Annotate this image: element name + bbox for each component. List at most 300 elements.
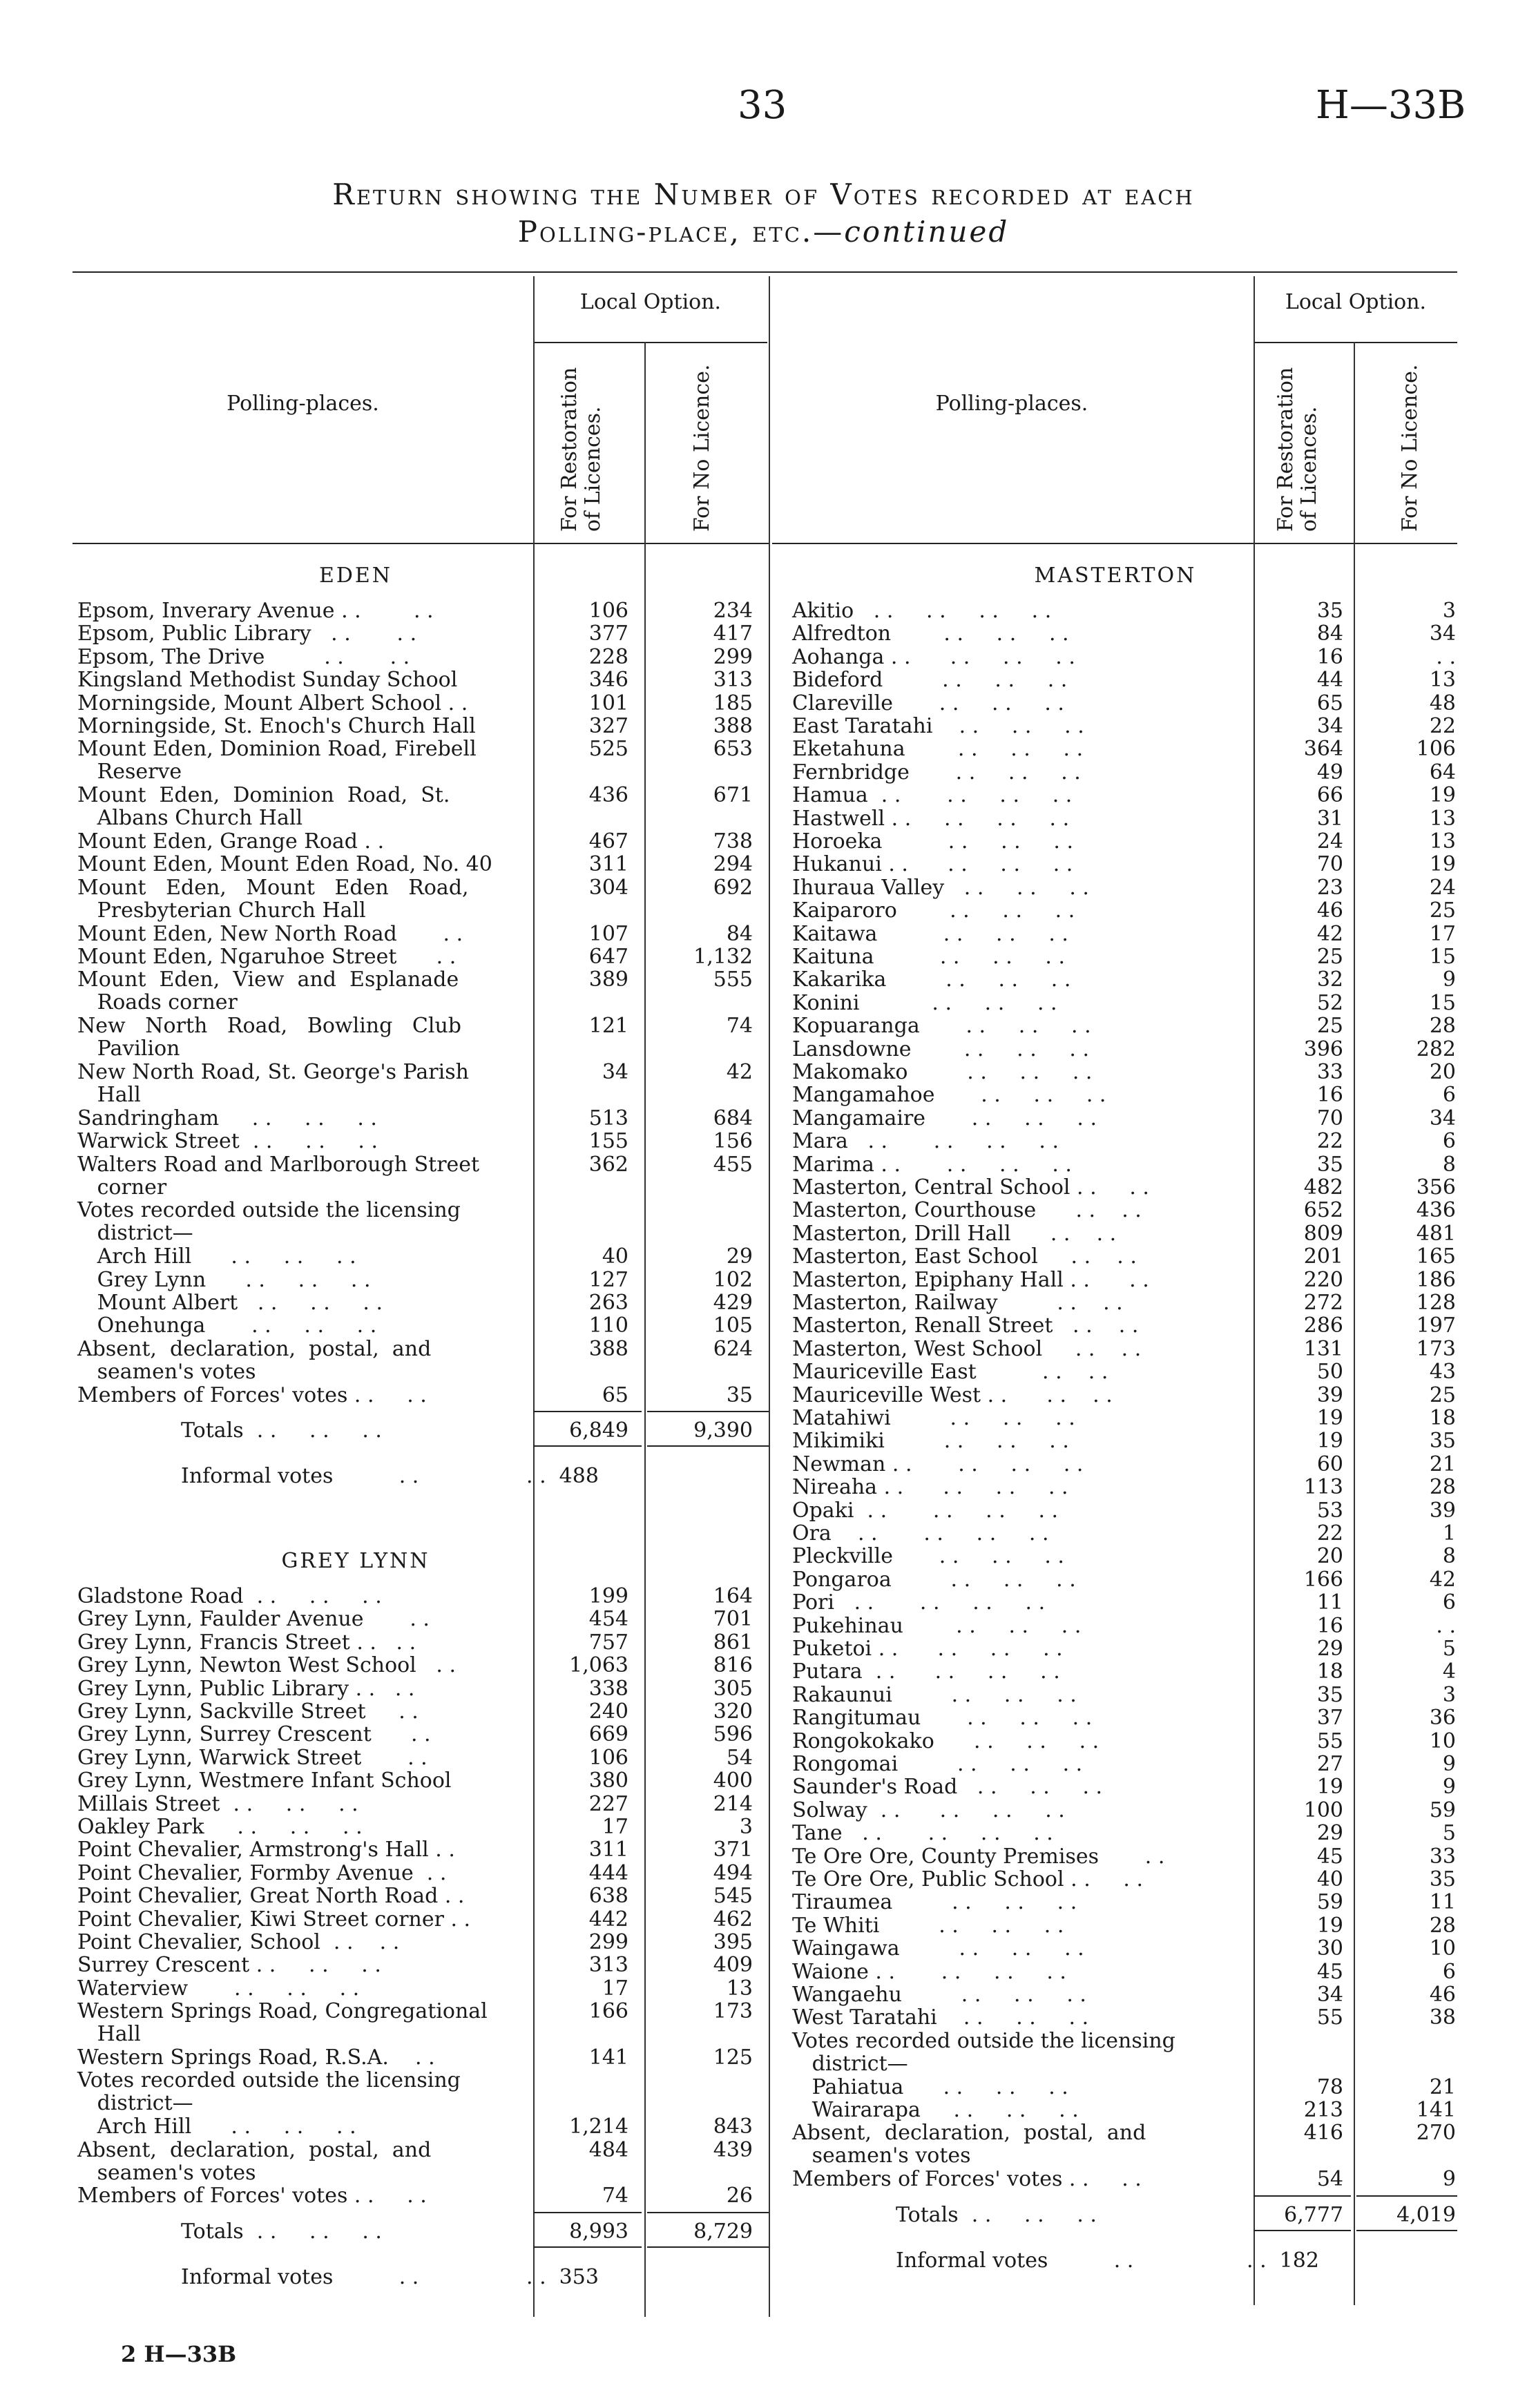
masterton-no-licence-value: 1 (1442, 1521, 1456, 1545)
eden-no-licence-value: 156 (713, 1129, 753, 1154)
masterton-polling-place: Kakarika . . . . . . (792, 967, 1071, 992)
masterton-restoration-value: 19 (1316, 1913, 1343, 1938)
grey-lynn-restoration-value: 338 (588, 1676, 628, 1701)
eden-polling-place: Morningside, St. Enoch's Church Hall (77, 714, 476, 738)
header-no-licence-right: For No Licence. (1398, 364, 1422, 532)
grey-lynn-polling-place: Point Chevalier, Kiwi Street corner . . (77, 1907, 471, 1932)
eden-no-licence-value: 455 (713, 1152, 753, 1177)
grey-lynn-no-licence-value: 439 (713, 2137, 753, 2162)
eden-polling-place: Mount Eden, New North Road . . (77, 921, 463, 946)
eden-polling-place: Grey Lynn . . . . . . (77, 1267, 371, 1292)
masterton-no-licence-value: 8 (1442, 1152, 1456, 1177)
page-title (0, 176, 1527, 251)
grey-lynn-no-licence-value: 816 (713, 1653, 753, 1678)
masterton-restoration-value: 166 (1303, 1567, 1343, 1592)
grey-lynn-restoration-value: 199 (588, 1584, 628, 1608)
masterton-no-licence-value: . . (1436, 644, 1456, 669)
local-option-rule-right (1254, 342, 1457, 343)
masterton-polling-place: Nireaha . . . . . . . . (792, 1475, 1068, 1500)
masterton-no-licence-value: 141 (1416, 2098, 1456, 2122)
masterton-restoration-value: 20 (1316, 1544, 1343, 1569)
masterton-polling-place: Kopuaranga . . . . . . (792, 1014, 1091, 1039)
masterton-no-licence-value: 33 (1429, 1844, 1456, 1869)
masterton-restoration-value: 52 (1316, 990, 1343, 1015)
grey-lynn-totals-no-licence: 8,729 (693, 2219, 753, 2244)
masterton-polling-place: Pleckville . . . . . . (792, 1544, 1064, 1569)
eden-restoration-value: 436 (588, 783, 628, 808)
eden-no-licence-value: 671 (713, 783, 753, 808)
page-number: 33 (738, 83, 787, 128)
grey-lynn-restoration-value: 311 (588, 1838, 628, 1862)
masterton-restoration-value: 53 (1316, 1498, 1343, 1523)
masterton-no-licence-value: 28 (1429, 1014, 1456, 1039)
grey-lynn-no-licence-value: 371 (713, 1838, 753, 1862)
eden-restoration-value: 327 (588, 714, 628, 738)
masterton-polling-place: Ora . . . . . . . . (792, 1521, 1049, 1545)
eden-polling-place: Mount Eden, Dominion Road, St. Albans Church Hall (77, 783, 450, 831)
grey-lynn-no-licence-value: 3 (739, 1815, 753, 1839)
grey-lynn-restoration-value: 74 (602, 2184, 628, 2208)
eden-no-licence-value: 102 (713, 1267, 753, 1292)
masterton-no-licence-value: 17 (1429, 921, 1456, 946)
masterton-restoration-value: 11 (1316, 1590, 1343, 1615)
eden-no-licence-value: 692 (713, 875, 753, 900)
grey-lynn-restoration-value: 380 (588, 1769, 628, 1793)
masterton-polling-place: Hukanui . . . . . . . . (792, 852, 1073, 877)
grey-lynn-totals-bottom-rule-r (533, 2246, 642, 2248)
masterton-restoration-value: 35 (1316, 1152, 1343, 1177)
masterton-no-licence-value: 35 (1429, 1429, 1456, 1454)
eden-restoration-value: 121 (588, 1014, 628, 1039)
masterton-no-licence-value: 5 (1442, 1821, 1456, 1846)
eden-restoration-value: 155 (588, 1129, 628, 1154)
masterton-no-licence-value: 6 (1442, 1083, 1456, 1108)
masterton-restoration-value: 33 (1316, 1060, 1343, 1084)
masterton-polling-place: Waingawa . . . . . . (792, 1936, 1084, 1961)
masterton-polling-place: Putara . . . . . . . . (792, 1659, 1060, 1684)
masterton-polling-place: Te Ore Ore, County Premises . . (792, 1844, 1165, 1869)
masterton-restoration-value: 482 (1303, 1175, 1343, 1200)
masterton-restoration-value: 16 (1316, 1083, 1343, 1108)
grey-lynn-no-licence-value: 54 (726, 1745, 753, 1770)
masterton-polling-place: Kaiparoro . . . . . . (792, 898, 1075, 923)
masterton-polling-place: Horoeka . . . . . . (792, 829, 1073, 854)
grey-lynn-restoration-value: 313 (588, 1953, 628, 1978)
masterton-no-licence-value: 59 (1429, 1798, 1456, 1822)
eden-restoration-value: 389 (588, 967, 628, 992)
section-title-grey-lynn: GREY LYNN (281, 1549, 430, 1573)
masterton-restoration-value: 364 (1303, 737, 1343, 762)
masterton-polling-place: Masterton, Renall Street . . . . (792, 1313, 1139, 1338)
masterton-restoration-value: 45 (1316, 1844, 1343, 1869)
masterton-restoration-value: 23 (1316, 875, 1343, 900)
title-line-2: Polling-place, etc.—continued (517, 215, 1010, 249)
grey-lynn-restoration-value: 166 (588, 1999, 628, 2024)
eden-restoration-value: 127 (588, 1267, 628, 1292)
eden-polling-place: Walters Road and Marlborough Street corner (77, 1152, 480, 1200)
table-top-rule (73, 271, 1457, 273)
masterton-restoration-value: 396 (1303, 1037, 1343, 1061)
grey-lynn-restoration-value: 227 (588, 1791, 628, 1816)
masterton-polling-place: Solway . . . . . . . . (792, 1798, 1065, 1822)
masterton-no-licence-value: 28 (1429, 1913, 1456, 1938)
masterton-restoration-value: 66 (1316, 783, 1343, 808)
grey-lynn-no-licence-value: 320 (713, 1699, 753, 1724)
masterton-restoration-value: 55 (1316, 2005, 1343, 2030)
grey-lynn-polling-place: Grey Lynn, Public Library . . . . (77, 1676, 415, 1701)
eden-polling-place: Absent, declaration, postal, and seamen's votes (77, 1336, 432, 1384)
masterton-polling-place: Votes recorded outside the licensing district— (792, 2028, 1175, 2076)
eden-no-licence-value: 624 (713, 1336, 753, 1361)
masterton-no-licence-value: 36 (1429, 1706, 1456, 1731)
grey-lynn-restoration-value: 240 (588, 1699, 628, 1724)
masterton-no-licence-value: 6 (1442, 1590, 1456, 1615)
eden-no-licence-value: 294 (713, 852, 753, 877)
grey-lynn-restoration-value: 1,063 (569, 1653, 628, 1678)
masterton-restoration-value: 31 (1316, 806, 1343, 831)
masterton-no-licence-value: 9 (1442, 967, 1456, 992)
grey-lynn-no-licence-value: 125 (713, 2045, 753, 2070)
masterton-no-licence-value: 270 (1416, 2121, 1456, 2146)
grey-lynn-no-licence-value: 596 (713, 1722, 753, 1747)
header-local-option-right: Local Option. (1285, 290, 1427, 314)
masterton-restoration-value: 39 (1316, 1383, 1343, 1407)
masterton-polling-place: East Taratahi . . . . . . (792, 714, 1084, 738)
grey-lynn-polling-place: Gladstone Road . . . . . . (77, 1584, 382, 1608)
masterton-restoration-value: 44 (1316, 668, 1343, 693)
masterton-no-licence-value: 6 (1442, 1959, 1456, 1984)
header-polling-places-left: Polling-places. (227, 392, 379, 416)
grey-lynn-no-licence-value: 13 (726, 1976, 753, 2001)
masterton-no-licence-value: 13 (1429, 806, 1456, 831)
masterton-restoration-value: 54 (1316, 2167, 1343, 2192)
eden-polling-place: Sandringham . . . . . . (77, 1106, 377, 1130)
masterton-no-licence-value: 197 (1416, 1313, 1456, 1338)
eden-no-licence-value: 84 (726, 921, 753, 946)
eden-polling-place: Mount Eden, Ngaruhoe Street . . (77, 945, 457, 969)
eden-restoration-value: 467 (588, 829, 628, 854)
grey-lynn-polling-place: Point Chevalier, Formby Avenue . . (77, 1860, 447, 1885)
masterton-no-licence-value: 42 (1429, 1567, 1456, 1592)
masterton-restoration-value: 42 (1316, 921, 1343, 946)
masterton-no-licence-value: 48 (1429, 691, 1456, 715)
section-title-eden: EDEN (318, 564, 393, 588)
masterton-no-licence-value: 10 (1429, 1728, 1456, 1753)
grey-lynn-no-licence-value: 305 (713, 1676, 753, 1701)
masterton-restoration-value: 55 (1316, 1728, 1343, 1753)
masterton-no-licence-value: 64 (1429, 760, 1456, 784)
grey-lynn-no-licence-value: 173 (713, 1999, 753, 2024)
masterton-no-licence-value: 22 (1429, 714, 1456, 738)
page-code: H—33B (1316, 83, 1466, 128)
masterton-polling-place: Alfredton . . . . . . (792, 622, 1069, 646)
grey-lynn-restoration-value: 106 (588, 1745, 628, 1770)
masterton-no-licence-value: 173 (1416, 1336, 1456, 1361)
masterton-no-licence-value: 13 (1429, 668, 1456, 693)
masterton-totals-no-licence: 4,019 (1396, 2202, 1456, 2227)
masterton-no-licence-value: 38 (1429, 2005, 1456, 2030)
masterton-restoration-value: 34 (1316, 714, 1343, 738)
masterton-no-licence-value: 34 (1429, 622, 1456, 646)
masterton-polling-place: Waione . . . . . . . . (792, 1959, 1066, 1984)
eden-polling-place: Mount Eden, Mount Eden Road, Presbyterian Church Hall (77, 875, 469, 923)
masterton-no-licence-value: 3 (1442, 599, 1456, 623)
eden-totals-label: Totals . . . . . . (181, 1418, 382, 1443)
masterton-restoration-value: 35 (1316, 1682, 1343, 1707)
grey-lynn-restoration-value: 757 (588, 1630, 628, 1655)
masterton-restoration-value: 213 (1303, 2098, 1343, 2122)
masterton-totals-rule-r (1254, 2195, 1351, 2197)
masterton-polling-place: Wairarapa . . . . . . (792, 2098, 1079, 2122)
footer-page-code: 2 H—33B (121, 2341, 237, 2367)
masterton-polling-place: Masterton, East School . . . . (792, 1244, 1137, 1269)
title-line-1: Return showing the Number of Votes recorded at each (332, 177, 1195, 211)
grey-lynn-polling-place: Grey Lynn, Francis Street . . . . (77, 1630, 416, 1655)
grey-lynn-restoration-value: 17 (602, 1976, 628, 2001)
masterton-restoration-value: 22 (1316, 1129, 1343, 1154)
masterton-restoration-value: 131 (1303, 1336, 1343, 1361)
masterton-no-licence-value: 8 (1442, 1544, 1456, 1569)
masterton-restoration-value: 18 (1316, 1659, 1343, 1684)
masterton-polling-place: Puketoi . . . . . . . . (792, 1637, 1063, 1661)
masterton-polling-place: Te Whiti . . . . . . (792, 1913, 1064, 1938)
masterton-restoration-value: 32 (1316, 967, 1343, 992)
masterton-restoration-value: 19 (1316, 1429, 1343, 1454)
eden-no-licence-value: 74 (726, 1014, 753, 1039)
header-restoration-right: For Restoration of Licences. (1274, 367, 1321, 532)
masterton-no-licence-value: 28 (1429, 1475, 1456, 1500)
grey-lynn-totals-restoration: 8,993 (569, 2219, 628, 2244)
masterton-no-licence-value: 21 (1429, 1452, 1456, 1476)
eden-no-licence-value: 653 (713, 737, 753, 762)
masterton-polling-place: Masterton, Railway . . . . (792, 1291, 1123, 1315)
eden-restoration-value: 304 (588, 875, 628, 900)
masterton-no-licence-value: 3 (1442, 1682, 1456, 1707)
masterton-polling-place: Tiraumea . . . . . . (792, 1890, 1077, 1915)
masterton-restoration-value: 40 (1316, 1867, 1343, 1891)
eden-restoration-value: 377 (588, 622, 628, 646)
masterton-totals-rule-n (1356, 2195, 1457, 2197)
masterton-polling-place: Absent, declaration, postal, and seamen's votes (792, 2121, 1146, 2168)
masterton-restoration-value: 113 (1303, 1475, 1343, 1500)
masterton-polling-place: Bideford . . . . . . (792, 668, 1068, 693)
header-polling-places-right: Polling-places. (935, 392, 1088, 416)
masterton-restoration-value: 25 (1316, 1014, 1343, 1039)
masterton-polling-place: Aohanga . . . . . . . . (792, 644, 1075, 669)
masterton-no-licence-value: 356 (1416, 1175, 1456, 1200)
header-local-option-left: Local Option. (579, 290, 722, 314)
masterton-no-licence-value: 128 (1416, 1291, 1456, 1315)
col-divider-left-2 (644, 342, 646, 2317)
eden-totals-no-licence: 9,390 (693, 1418, 753, 1443)
masterton-totals-bottom-rule-r (1254, 2230, 1351, 2231)
local-option-rule-left (533, 342, 767, 343)
grey-lynn-polling-place: Point Chevalier, Armstrong's Hall . . (77, 1838, 455, 1862)
masterton-no-licence-value: 34 (1429, 1106, 1456, 1130)
header-no-licence-left: For No Licence. (690, 364, 714, 532)
grey-lynn-restoration-value: 444 (588, 1860, 628, 1885)
masterton-no-licence-value: 15 (1429, 945, 1456, 969)
eden-restoration-value: 525 (588, 737, 628, 762)
masterton-restoration-value: 45 (1316, 1959, 1343, 1984)
masterton-no-licence-value: 18 (1429, 1406, 1456, 1430)
masterton-no-licence-value: 9 (1442, 1775, 1456, 1800)
eden-totals-bottom-rule-n (647, 1445, 769, 1447)
eden-no-licence-value: 555 (713, 967, 753, 992)
masterton-no-licence-value: 11 (1429, 1890, 1456, 1915)
masterton-restoration-value: 201 (1303, 1244, 1343, 1269)
masterton-polling-place: Marima . . . . . . . . (792, 1152, 1072, 1177)
masterton-polling-place: Masterton, Epiphany Hall . . . . (792, 1267, 1149, 1292)
masterton-polling-place: Hamua . . . . . . . . (792, 783, 1073, 808)
grey-lynn-no-licence-value: 164 (713, 1584, 753, 1608)
eden-polling-place: Mount Albert . . . . . . (77, 1291, 383, 1315)
masterton-totals-label: Totals . . . . . . (896, 2202, 1097, 2227)
masterton-no-licence-value: 25 (1429, 898, 1456, 923)
grey-lynn-polling-place: Arch Hill . . . . . . (77, 2115, 356, 2139)
masterton-no-licence-value: 15 (1429, 990, 1456, 1015)
grey-lynn-no-licence-value: 494 (713, 1860, 753, 1885)
eden-restoration-value: 647 (588, 945, 628, 969)
grey-lynn-polling-place: Point Chevalier, Great North Road . . (77, 1884, 465, 1909)
masterton-polling-place: Masterton, Drill Hall . . . . (792, 1221, 1117, 1246)
grey-lynn-polling-place: Surrey Crescent . . . . . . (77, 1953, 381, 1978)
grey-lynn-polling-place: Western Springs Road, Congregational Hall (77, 1999, 488, 2047)
masterton-no-licence-value: 9 (1442, 1752, 1456, 1776)
eden-restoration-value: 34 (602, 1060, 628, 1084)
eden-polling-place: Epsom, Public Library . . . . (77, 622, 417, 646)
grey-lynn-polling-place: Votes recorded outside the licensing district— (77, 2068, 461, 2116)
header-bottom-rule-left (73, 543, 770, 544)
masterton-restoration-value: 286 (1303, 1313, 1343, 1338)
masterton-restoration-value: 220 (1303, 1267, 1343, 1292)
grey-lynn-totals-rule-r (533, 2212, 642, 2213)
masterton-no-licence-value: 19 (1429, 852, 1456, 877)
masterton-restoration-value: 27 (1316, 1752, 1343, 1776)
grey-lynn-no-licence-value: 545 (713, 1884, 753, 1909)
grey-lynn-no-licence-value: 400 (713, 1769, 753, 1793)
header-restoration-left: For Restoration of Licences. (557, 367, 605, 532)
grey-lynn-no-licence-value: 462 (713, 1907, 753, 1932)
masterton-polling-place: Newman . . . . . . . . (792, 1452, 1084, 1476)
eden-restoration-value: 311 (588, 852, 628, 877)
masterton-polling-place: Kaituna . . . . . . (792, 945, 1066, 969)
masterton-restoration-value: 65 (1316, 691, 1343, 715)
eden-restoration-value: 65 (602, 1383, 628, 1407)
masterton-restoration-value: 70 (1316, 1106, 1343, 1130)
masterton-restoration-value: 22 (1316, 1521, 1343, 1545)
masterton-no-licence-value: 186 (1416, 1267, 1456, 1292)
eden-polling-place: Mount Eden, Grange Road . . (77, 829, 385, 854)
masterton-polling-place: Mangamahoe . . . . . . (792, 1083, 1106, 1108)
masterton-no-licence-value: 9 (1442, 2167, 1456, 2192)
eden-restoration-value: 263 (588, 1291, 628, 1315)
grey-lynn-restoration-value: 1,214 (569, 2115, 628, 2139)
masterton-polling-place: Tane . . . . . . . . (792, 1821, 1053, 1846)
eden-restoration-value: 110 (588, 1313, 628, 1338)
section-title-masterton: MASTERTON (1034, 564, 1197, 588)
grey-lynn-polling-place: Members of Forces' votes . . . . (77, 2184, 427, 2208)
masterton-no-licence-value: 20 (1429, 1060, 1456, 1084)
grey-lynn-polling-place: Grey Lynn, Surrey Crescent . . (77, 1722, 431, 1747)
masterton-restoration-value: 16 (1316, 1613, 1343, 1638)
masterton-no-licence-value: 35 (1429, 1867, 1456, 1891)
eden-polling-place: Epsom, Inverary Avenue . . . . (77, 599, 434, 623)
eden-restoration-value: 362 (588, 1152, 628, 1177)
grey-lynn-polling-place: Waterview . . . . . . (77, 1976, 360, 2001)
masterton-polling-place: Matahiwi . . . . . . (792, 1406, 1075, 1430)
eden-informal-value: . . 488 (526, 1464, 599, 1488)
masterton-polling-place: Mauriceville East . . . . (792, 1360, 1108, 1385)
eden-polling-place: Members of Forces' votes . . . . (77, 1383, 427, 1407)
grey-lynn-restoration-value: 638 (588, 1884, 628, 1909)
eden-no-licence-value: 35 (726, 1383, 753, 1407)
masterton-polling-place: Pori . . . . . . . . (792, 1590, 1046, 1615)
masterton-totals-bottom-rule-n (1356, 2230, 1457, 2231)
eden-restoration-value: 513 (588, 1106, 628, 1130)
masterton-restoration-value: 100 (1303, 1798, 1343, 1822)
eden-restoration-value: 40 (602, 1244, 628, 1269)
eden-polling-place: Votes recorded outside the licensing district— (77, 1198, 461, 1246)
masterton-restoration-value: 16 (1316, 644, 1343, 669)
masterton-polling-place: Eketahuna . . . . . . (792, 737, 1084, 762)
masterton-no-licence-value: 6 (1442, 1129, 1456, 1154)
masterton-polling-place: Pongaroa . . . . . . (792, 1567, 1076, 1592)
grey-lynn-no-licence-value: 409 (713, 1953, 753, 1978)
col-divider-right-2 (1354, 342, 1355, 2305)
eden-polling-place: Mount Eden, View and Esplanade Roads corner (77, 967, 459, 1015)
masterton-restoration-value: 84 (1316, 622, 1343, 646)
eden-no-licence-value: 429 (713, 1291, 753, 1315)
eden-totals-rule-n (647, 1411, 769, 1412)
masterton-polling-place: Ihuraua Valley . . . . . . (792, 875, 1089, 900)
eden-polling-place: Mount Eden, Dominion Road, Firebell Reserve (77, 737, 477, 784)
masterton-totals-restoration: 6,777 (1284, 2202, 1343, 2227)
eden-polling-place: Onehunga . . . . . . (77, 1313, 377, 1338)
masterton-polling-place: Kaitawa . . . . . . (792, 921, 1068, 946)
masterton-polling-place: Mauriceville West . . . . . . (792, 1383, 1113, 1407)
grey-lynn-polling-place: Grey Lynn, Sackville Street . . (77, 1699, 419, 1724)
grey-lynn-informal-value: . . 353 (526, 2264, 599, 2289)
grey-lynn-polling-place: Western Springs Road, R.S.A. . . (77, 2045, 435, 2070)
masterton-no-licence-value: 165 (1416, 1244, 1456, 1269)
grey-lynn-polling-place: Grey Lynn, Faulder Avenue . . (77, 1607, 430, 1632)
eden-totals-bottom-rule-r (533, 1445, 642, 1447)
masterton-polling-place: Masterton, Central School . . . . (792, 1175, 1149, 1200)
masterton-restoration-value: 24 (1316, 829, 1343, 854)
eden-polling-place: Arch Hill . . . . . . (77, 1244, 356, 1269)
masterton-no-licence-value: 282 (1416, 1037, 1456, 1061)
eden-restoration-value: 228 (588, 644, 628, 669)
eden-no-licence-value: 313 (713, 668, 753, 693)
masterton-restoration-value: 34 (1316, 1983, 1343, 2007)
masterton-restoration-value: 652 (1303, 1198, 1343, 1223)
masterton-polling-place: Rongomai . . . . . . (792, 1752, 1083, 1776)
masterton-no-licence-value: 106 (1416, 737, 1456, 762)
eden-totals-restoration: 6,849 (569, 1418, 628, 1443)
masterton-restoration-value: 46 (1316, 898, 1343, 923)
masterton-polling-place: Masterton, Courthouse . . . . (792, 1198, 1142, 1223)
grey-lynn-polling-place: Absent, declaration, postal, and seamen's votes (77, 2137, 432, 2185)
masterton-no-licence-value: 481 (1416, 1221, 1456, 1246)
eden-polling-place: New North Road, St. George's Parish Hall (77, 1060, 469, 1107)
grey-lynn-restoration-value: 669 (588, 1722, 628, 1747)
masterton-polling-place: Fernbridge . . . . . . (792, 760, 1081, 784)
grey-lynn-informal-label: Informal votes . . (181, 2264, 419, 2289)
grey-lynn-restoration-value: 17 (602, 1815, 628, 1839)
eden-no-licence-value: 29 (726, 1244, 753, 1269)
masterton-no-licence-value: 43 (1429, 1360, 1456, 1385)
